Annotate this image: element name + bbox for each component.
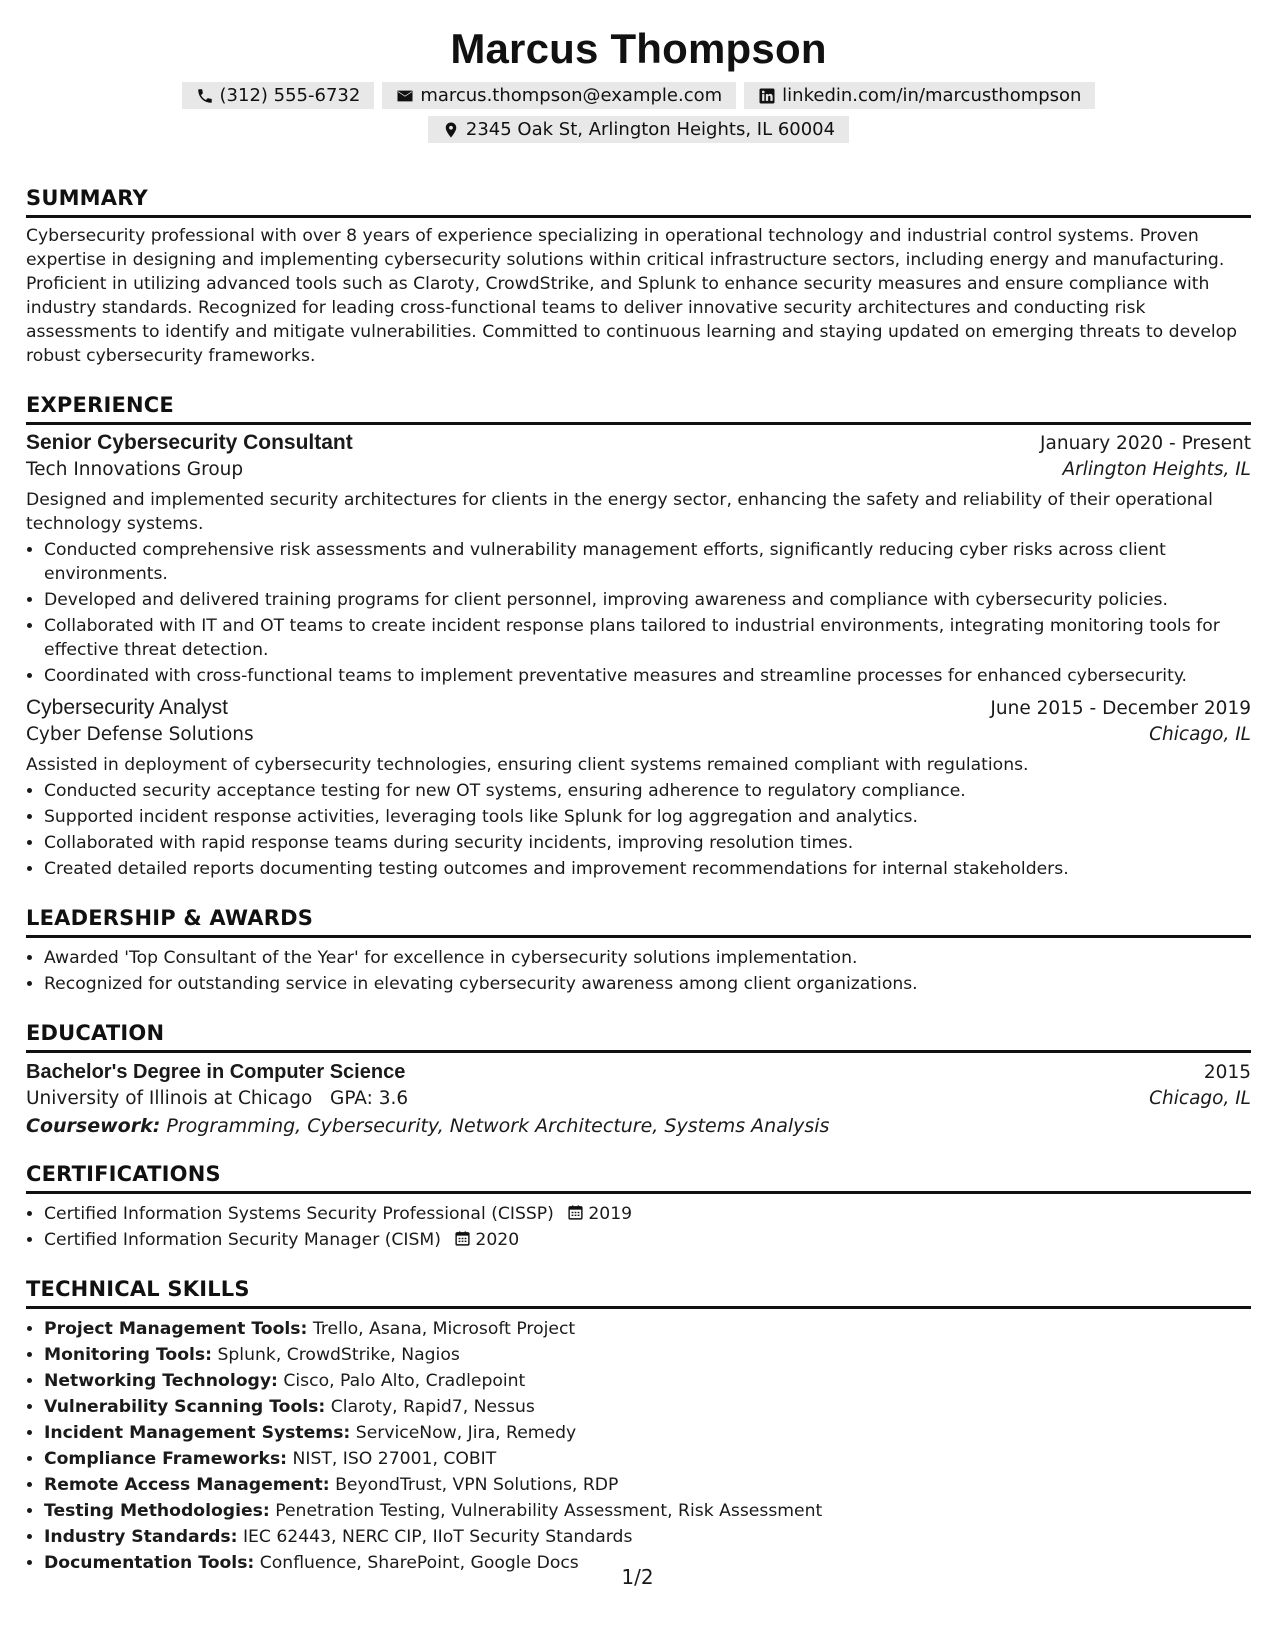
coursework-label: Coursework: [26, 1115, 161, 1137]
skill-item [44, 1317, 1251, 1341]
job-dates: January 2020 - Present [1040, 433, 1251, 454]
section-title-summary: SUMMARY [26, 185, 1251, 218]
skill-item [44, 1421, 1251, 1445]
skill-label: Incident Management Systems: [44, 1423, 351, 1443]
certification-name: Certified Information Systems Security Professional (CISSP) [44, 1204, 554, 1224]
degree-title: Bachelor's Degree in Computer Science [26, 1061, 406, 1083]
skill-value: Trello, Asana, Microsoft Project [312, 1319, 576, 1339]
skill-value: Confluence, SharePoint, Google Docs [259, 1553, 579, 1573]
education-section [26, 1020, 1251, 1137]
skill-item [44, 1447, 1251, 1471]
job-bullet: • Developed and delivered training programs for client personnel, improving awareness and compliance with cybersecurity policies. [44, 588, 1251, 612]
email-chip[interactable] [382, 82, 736, 109]
experience-section [26, 392, 1251, 881]
skill-label: Networking Technology: [44, 1371, 278, 1391]
job-description: Designed and implemented security architectures for clients in the energy sector, enhancing the safety and reliability of their operational technology systems. [26, 490, 1213, 534]
phone-icon [196, 87, 214, 105]
calendar-icon [454, 1230, 471, 1247]
skill-label: Remote Access Management: [44, 1475, 330, 1495]
section-title-leadership: LEADERSHIP & AWARDS [26, 905, 1251, 938]
job-location: Arlington Heights, IL [1062, 459, 1251, 480]
page-number: 1/2 [621, 1565, 654, 1589]
skill-value: NIST, ISO 27001, COBIT [292, 1449, 497, 1469]
job-entry [26, 431, 1251, 688]
section-title-certifications: CERTIFICATIONS [26, 1161, 1251, 1194]
skill-label: Compliance Frameworks: [44, 1449, 288, 1469]
map-pin-icon [442, 121, 460, 139]
summary-text: Cybersecurity professional with over 8 years of experience specializing in operational technology and industrial control systems. Proven expertise in designing and implementing cybersecurity solutions within critical infrastructure sectors, including energy and manufacturing. Proficient in utilizing advanced tools such as Claroty, CrowdStrike, and Splunk to enhance security measures and ensure compliance with industry standards. Recognized for leading cross-functional teams to deliver innovative security architectures and conducting risk assessments to identify and mitigate vulnerabilities. Committed to continuous learning and staying updated on emerging threats to develop robust cybersecurity frameworks. [26, 226, 1238, 366]
certification-year: 2020 [475, 1230, 520, 1250]
section-title-experience: EXPERIENCE [26, 392, 1251, 425]
job-location: Chicago, IL [1149, 724, 1251, 745]
certification-name: Certified Information Security Manager (CISM) [44, 1230, 441, 1250]
job-bullet: • Collaborated with IT and OT teams to create incident response plans tailored to industrial environments, integrating monitoring tools for effective threat detection. [44, 614, 1251, 662]
job-description: Assisted in deployment of cybersecurity technologies, ensuring client systems remained compliant with regulations. [26, 755, 1029, 775]
certification-year: 2019 [588, 1204, 633, 1224]
skill-value: Splunk, CrowdStrike, Nagios [217, 1345, 460, 1365]
skill-item [44, 1473, 1251, 1497]
award-item: • Awarded 'Top Consultant of the Year' for excellence in cybersecurity solutions implementation. [44, 946, 1251, 970]
award-item: • Recognized for outstanding service in elevating cybersecurity awareness among client organizations. [44, 972, 1251, 996]
calendar-icon [567, 1204, 584, 1221]
job-entry [26, 696, 1251, 881]
email-text: marcus.thompson@example.com [420, 85, 723, 106]
job-title: Senior Cybersecurity Consultant [26, 431, 353, 454]
envelope-icon [396, 87, 414, 105]
certification-item [44, 1228, 1251, 1252]
skill-label: Monitoring Tools: [44, 1345, 213, 1365]
skill-item [44, 1395, 1251, 1419]
contact-row [26, 82, 1251, 109]
skill-label: Documentation Tools: [44, 1553, 255, 1573]
skill-item [44, 1525, 1251, 1549]
job-bullet: • Coordinated with cross-functional teams to implement preventative measures and streamline processes for enhanced cybersecurity. [44, 664, 1251, 688]
linkedin-text: linkedin.com/in/marcusthompson [782, 85, 1082, 106]
gpa: GPA: 3.6 [329, 1088, 409, 1109]
graduation-year: 2015 [1203, 1062, 1251, 1083]
section-title-education: EDUCATION [26, 1020, 1251, 1053]
skill-label: Project Management Tools: [44, 1319, 308, 1339]
school-name: University of Illinois at Chicago [26, 1088, 313, 1109]
phone-chip [182, 82, 375, 109]
skill-label: Testing Methodologies: [44, 1501, 270, 1521]
coursework-list: Programming, Cybersecurity, Network Architecture, Systems Analysis [166, 1115, 830, 1137]
skill-item [44, 1499, 1251, 1523]
skills-section [26, 1276, 1251, 1575]
candidate-name: Marcus Thompson [450, 25, 827, 72]
job-title: Cybersecurity Analyst [26, 696, 228, 719]
skill-value: ServiceNow, Jira, Remedy [355, 1423, 577, 1443]
job-bullet: • Created detailed reports documenting testing outcomes and improvement recommendations for internal stakeholders. [44, 857, 1251, 881]
phone-text: (312) 555-6732 [219, 85, 361, 106]
skill-value: IEC 62443, NERC CIP, IIoT Security Standards [242, 1527, 633, 1547]
linkedin-icon [758, 87, 776, 105]
address-text: 2345 Oak St, Arlington Heights, IL 60004 [465, 119, 836, 140]
summary-section [26, 185, 1251, 368]
school-location: Chicago, IL [1149, 1088, 1251, 1109]
job-bullet: • Conducted security acceptance testing for new OT systems, ensuring adherence to regulatory compliance. [44, 779, 1251, 803]
job-dates: June 2015 - December 2019 [990, 698, 1251, 719]
coursework [26, 1115, 1251, 1137]
job-bullet: • Conducted comprehensive risk assessments and vulnerability management efforts, significantly reducing cyber risks across client environments. [44, 538, 1251, 586]
resume-page [26, 0, 1251, 1577]
skill-item [44, 1343, 1251, 1367]
skill-label: Industry Standards: [44, 1527, 238, 1547]
certifications-section [26, 1161, 1251, 1252]
certification-item [44, 1202, 1251, 1226]
linkedin-chip[interactable] [744, 82, 1095, 109]
section-title-skills: TECHNICAL SKILLS [26, 1276, 1251, 1309]
skill-value: Cisco, Palo Alto, Cradlepoint [283, 1371, 526, 1391]
job-bullet: • Supported incident response activities, leveraging tools like Splunk for log aggregation and analytics. [44, 805, 1251, 829]
job-bullet: • Collaborated with rapid response teams during security incidents, improving resolution times. [44, 831, 1251, 855]
skill-value: Penetration Testing, Vulnerability Assessment, Risk Assessment [275, 1501, 823, 1521]
company-name: Tech Innovations Group [26, 459, 244, 480]
skill-value: Claroty, Rapid7, Nessus [330, 1397, 535, 1417]
skill-item [44, 1369, 1251, 1393]
skill-value: BeyondTrust, VPN Solutions, RDP [335, 1475, 619, 1495]
company-name: Cyber Defense Solutions [26, 724, 254, 745]
address-chip [428, 116, 849, 143]
skill-label: Vulnerability Scanning Tools: [44, 1397, 326, 1417]
leadership-section [26, 905, 1251, 996]
address-row [26, 116, 1251, 143]
